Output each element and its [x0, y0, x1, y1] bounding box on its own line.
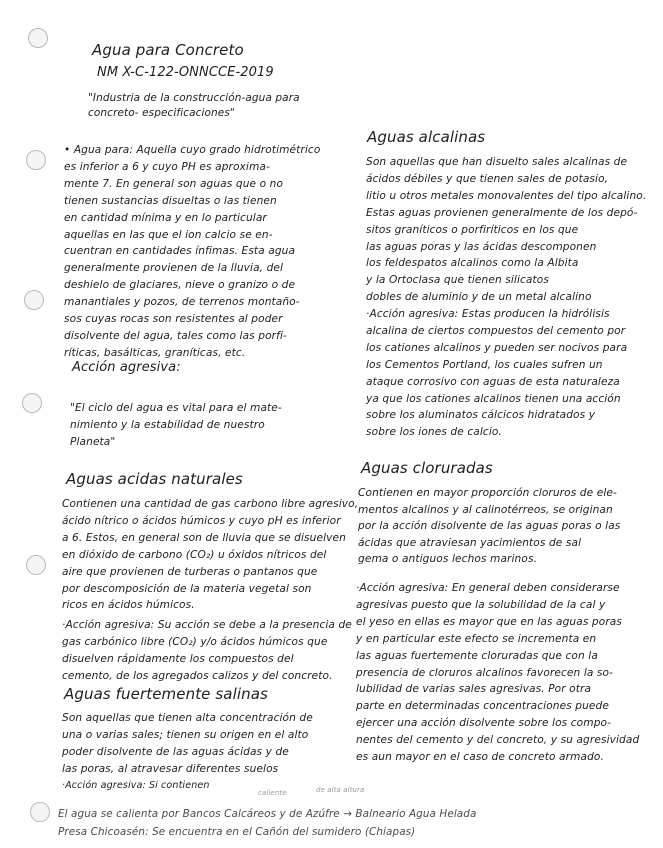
text-line: por descomposición de la materia vegetal son — [62, 582, 312, 595]
binder-hole-icon — [22, 393, 42, 413]
aguas-salinas-heading: Aguas fuertemente salinas — [64, 685, 268, 703]
text-line: las poras, al atravesar diferentes suelos — [62, 762, 279, 775]
text-line: Contienen en mayor proporción cloruros de ele- — [358, 487, 617, 499]
text-line: a 6. Estos, en general son de lluvia que se disuelven — [62, 531, 346, 544]
aguas-alcalinas-paragraph — [366, 154, 646, 306]
text-line: dobles de aluminio y de un metal alcalino — [366, 291, 592, 304]
binder-hole-icon — [24, 290, 44, 310]
aguas-acidas-accion-agresiva — [62, 617, 352, 685]
text-line: es aun mayor en el caso de concreto armado. — [356, 751, 604, 764]
text-line: poder disolvente de las aguas ácidas y de — [62, 745, 289, 758]
binder-hole-icon — [30, 802, 50, 822]
text-line: deshielo de glaciares, nieve o granizo o de — [64, 279, 296, 292]
text-line: las aguas poras y las ácidas descomponen — [366, 240, 597, 253]
bottom-note-line-2: Presa Chicoasén: Se encuentra en el Cañón del sumidero (Chiapas) — [58, 826, 416, 838]
binder-hole-icon — [28, 28, 48, 48]
text-line: "El ciclo del agua es vital para el mate- — [70, 402, 282, 414]
text-line: sitos graníticos o porfiríticos en los que — [366, 223, 579, 236]
text-line: por la acción disolvente de las aguas poras o las — [358, 520, 621, 533]
text-line: cemento, de los agregados calizos y del concreto. — [62, 669, 333, 682]
text-line: ricos en ácidos húmicos. — [62, 599, 195, 612]
text-line: sos cuyas rocas son resistentes al poder — [64, 313, 283, 326]
text-line: ataque corrosivo con aguas de esta naturaleza — [366, 375, 620, 388]
text-line: sobre los iones de calcio. — [366, 426, 502, 439]
faint-note: caliente — [258, 789, 287, 797]
text-line: Contienen una cantidad de gas carbono libre agresivo, — [62, 498, 359, 510]
text-line: Son aquellas que tienen alta concentración de — [62, 712, 313, 724]
text-line: disuelven rápidamente los compuestos del — [62, 652, 294, 665]
text-line: los cationes alcalinos y pueden ser nocivos para — [366, 341, 628, 354]
norm-subtitle-line-1: "Industria de la construcción-agua para — [88, 92, 300, 104]
text-line: una o varias sales; tienen su origen en el alto — [62, 728, 309, 741]
agua-para-paragraph — [64, 142, 320, 362]
text-line: Son aquellas que han disuelto sales alcalinas de — [366, 156, 628, 168]
text-line: ·Acción agresiva: Su acción se debe a la presencia de — [62, 619, 352, 631]
page-title: Agua para Concreto — [92, 41, 244, 59]
text-line: ríticas, basálticas, graníticas, etc. — [64, 346, 246, 359]
norm-subtitle-line-2: concreto- especificaciones" — [88, 107, 235, 119]
text-line: nimiento y la estabilidad de nuestro — [70, 418, 265, 431]
text-line: las aguas fuertemente cloruradas que con la — [356, 649, 598, 662]
text-line: ácidas que atraviesan yacimientos de sal — [358, 536, 582, 549]
aguas-alcalinas-accion-agresiva — [366, 306, 627, 441]
text-line: el yeso en ellas es mayor que en las aguas poras — [356, 615, 622, 628]
text-line: gas carbónico libre (CO₂) y/o ácidos húmicos que — [62, 635, 328, 648]
text-line: sobre los aluminatos cálcicos hidratados y — [366, 409, 596, 422]
text-line: lubilidad de varias sales agresivas. Por otra — [356, 683, 592, 696]
binder-hole-icon — [26, 555, 46, 575]
text-line: en dióxido de carbono (CO₂) u óxidos nítricos del — [62, 548, 327, 561]
text-line: ·Acción agresiva: En general deben considerarse — [356, 582, 620, 594]
text-line: aire que provienen de turberas o pantanos que — [62, 565, 318, 578]
text-line: • Agua para: Aquella cuyo grado hidrotimétrico — [64, 144, 321, 156]
text-line: ácidos débiles y que tienen sales de potasio, — [366, 172, 609, 185]
text-line: cuentran en cantidades ínfimas. Esta agua — [64, 245, 296, 258]
aguas-salinas-paragraph — [62, 710, 313, 795]
text-line: los feldespatos alcalinos como la Albita — [366, 257, 579, 270]
text-line: agresivas puesto que la solubilidad de la cal y — [356, 598, 606, 611]
aguas-cloruradas-paragraph — [358, 485, 620, 568]
text-line: tienen sustancias disueltas o las tienen — [64, 194, 277, 207]
faint-note: de alta altura — [316, 786, 365, 794]
text-line: y la Ortoclasa que tienen silicatos — [366, 274, 549, 287]
text-line: litio u otros metales monovalentes del tipo alcalino. — [366, 189, 647, 202]
text-line: manantiales y pozos, de terrenos montaño- — [64, 296, 300, 309]
aguas-alcalinas-heading: Aguas alcalinas — [367, 128, 486, 146]
text-line: aquellas en las que el ion calcio se en- — [64, 228, 273, 241]
aguas-cloruradas-accion-agresiva — [356, 580, 639, 766]
text-line: Planeta" — [70, 435, 116, 448]
text-line: gema o antiguos lechos marinos. — [358, 553, 538, 566]
text-line: los Cementos Portland, los cuales sufren un — [366, 358, 603, 371]
bottom-note-line-1: El agua se calienta por Bancos Calcáreos y de Azúfre → Balneario Agua Helada — [58, 808, 477, 820]
text-line: en cantidad mínima y en lo particular — [64, 211, 267, 224]
text-line: ejercer una acción disolvente sobre los compo- — [356, 717, 612, 730]
accion-agresiva-label: Acción agresiva: — [72, 360, 181, 375]
text-line: nentes del cemento y del concreto, y su agresividad — [356, 734, 640, 747]
aguas-acidas-paragraph — [62, 496, 358, 614]
text-line: parte en determinadas concentraciones puede — [356, 700, 609, 713]
text-line: Estas aguas provienen generalmente de los depó- — [366, 206, 638, 219]
text-line: disolvente del agua, tales como las porfi- — [64, 329, 287, 342]
text-line: presencia de cloruros alcalinos favorecen la so- — [356, 666, 614, 679]
aguas-acidas-heading: Aguas acidas naturales — [66, 470, 243, 488]
text-line: mente 7. En general son aguas que o no — [64, 177, 284, 190]
text-line: ·Acción agresiva: Estas producen la hidrólisis — [366, 308, 610, 320]
text-line: ácido nítrico o ácidos húmicos y cuyo pH es inferior — [62, 514, 341, 527]
text-line: alcalina de ciertos compuestos del cemento por — [366, 324, 626, 337]
text-line: es inferior a 6 y cuyo PH es aproxima- — [64, 160, 270, 173]
text-line: mentos alcalinos y al calinotérreos, se originan — [358, 503, 613, 516]
ciclo-del-agua-quote — [70, 400, 282, 451]
aguas-cloruradas-heading: Aguas cloruradas — [361, 459, 493, 477]
text-line: ·Acción agresiva: Si contienen — [62, 779, 210, 791]
text-line: ya que los cationes alcalinos tienen una acción — [366, 392, 621, 405]
norm-reference: NM X-C-122-ONNCCE-2019 — [97, 65, 274, 80]
text-line: generalmente provienen de la lluvia, del — [64, 262, 284, 275]
binder-hole-icon — [26, 150, 46, 170]
text-line: y en particular este efecto se incrementa en — [356, 632, 597, 645]
